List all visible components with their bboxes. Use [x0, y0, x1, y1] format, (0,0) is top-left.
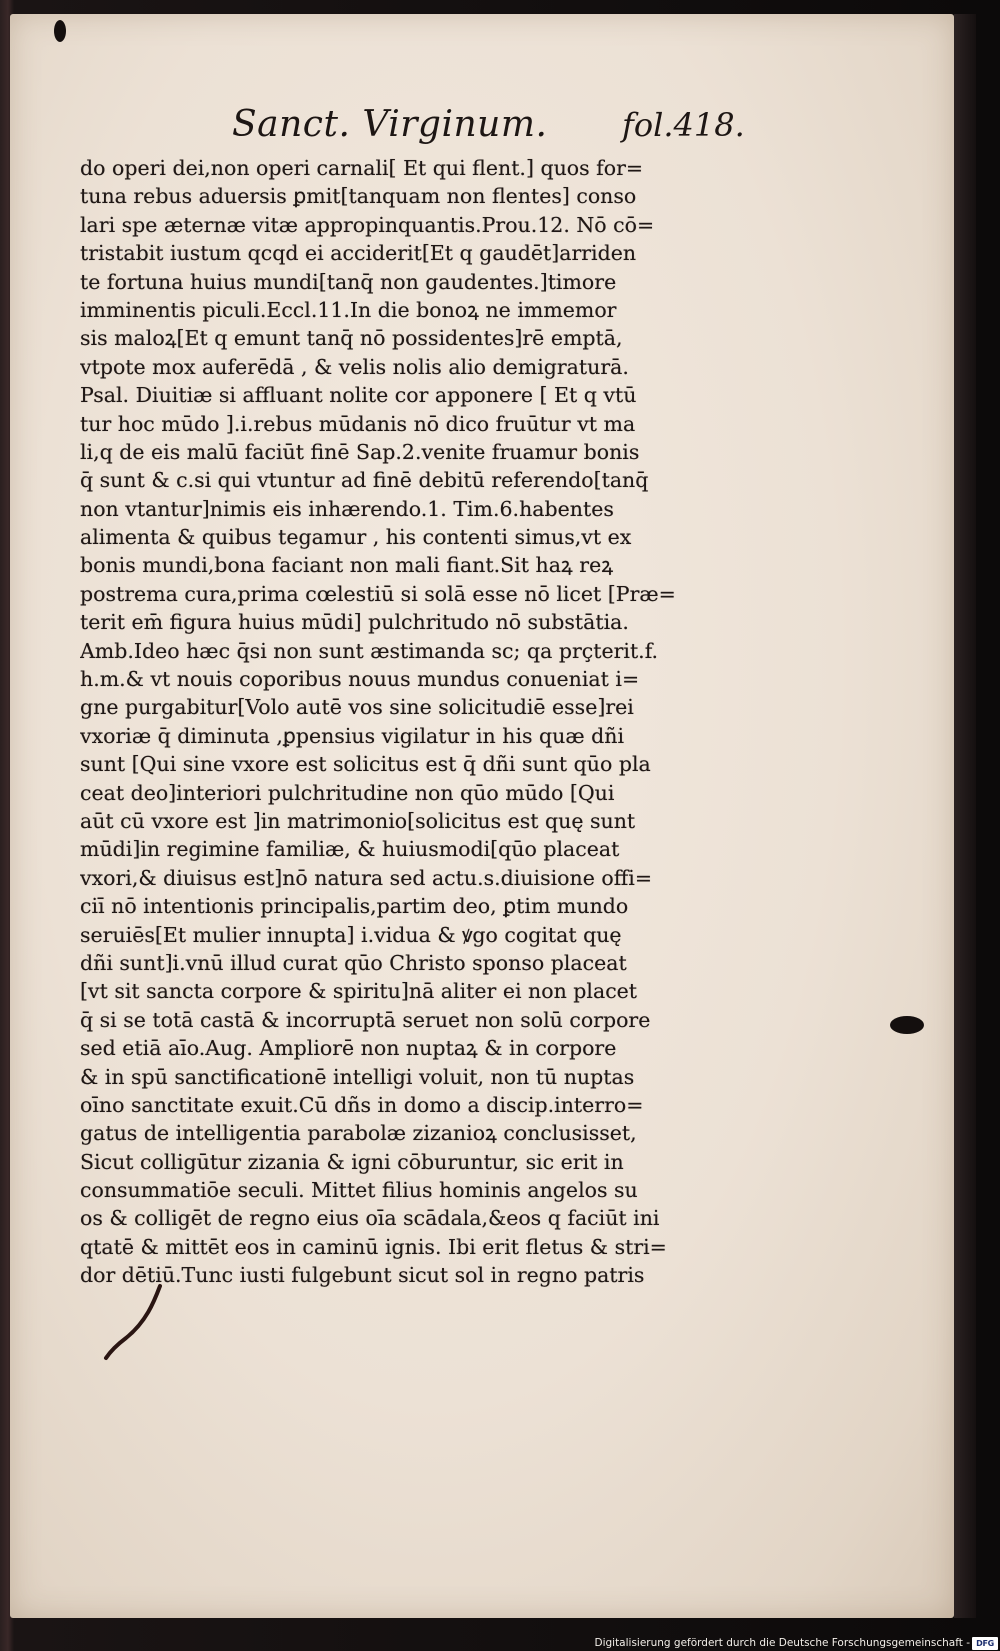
text-line: li,q de eis malū faciūt finē Sap.2.venite fruamur bonis [80, 439, 640, 464]
text-line: ceat deo]interiori pulchritudine non qūo mūdo [Qui [80, 780, 615, 805]
text-line: q̄ si se totā castā & incorruptā seruet non solū corpore [80, 1007, 651, 1032]
text-line: terit em̄ figura huius mūdi] pulchritudo nō substātia. [80, 610, 629, 635]
text-line: vtpote mox auferēdā , & velis nolis alio demigraturā. [80, 354, 629, 379]
text-line: tuna rebus aduersis ꝑmit[tanquam non flentes] conso [80, 184, 637, 209]
pen-stroke-mark [102, 1282, 172, 1362]
page-edge [954, 14, 976, 1618]
text-line: gatus de intelligentia parabolæ zizanioꝝ conclusisset, [80, 1121, 637, 1146]
text-line: h.m.& vt nouis coporibus nouus mundus conueniat i= [80, 667, 640, 692]
text-line: vxori,& diuisus est]nō natura sed actu.s.diuisione offi= [80, 865, 653, 890]
book-page [10, 14, 954, 1618]
text-line: lari spe æternæ vitæ appropinquantis.Prou.12. Nō cō= [80, 212, 655, 237]
text-line: imminentis piculi.Eccl.11.In die bonoꝝ ne immemor [80, 297, 617, 322]
text-line: Sicut colligūtur zizania & igni cōburuntur, sic erit in [80, 1149, 624, 1174]
text-line: mūdi]in regimine familiæ, & huiusmodi[qūo placeat [80, 837, 620, 862]
text-line: oīno sanctitate exuit.Cū dñs in domo a discip.interro= [80, 1092, 644, 1117]
ink-spot-right-margin [890, 1016, 924, 1034]
text-line: [vt sit sancta corpore & spiritu]nā aliter ei non placet [80, 979, 638, 1004]
text-line: seruiēs[Et mulier innupta] i.vidua & ꝟgo cogitat quę [80, 922, 622, 947]
text-line: os & colligēt de regno eius oīa scādala,&eos q faciūt ini [80, 1206, 660, 1231]
text-line: Psal. Diuitiæ si affluant nolite cor apponere [ Et q vtū [80, 383, 637, 408]
text-line: dñi sunt]i.vnū illud curat qūo Christo sponso placeat [80, 950, 627, 975]
text-line: tur hoc mūdo ].i.rebus mūdanis nō dico fruūtur vt ma [80, 411, 636, 436]
text-line: non vtantur]nimis eis inhærendo.1. Tim.6.habentes [80, 496, 614, 521]
text-line: vxoriæ q̄ diminuta ,ꝑpensius vigilatur in his quæ dñi [80, 723, 625, 748]
text-line: & in spū sanctificationē intelligi voluit, non tū nuptas [80, 1064, 635, 1089]
text-line: qtatē & mittēt eos in caminū ignis. Ibi erit fletus & stri= [80, 1234, 667, 1259]
digitization-credit: Digitalisierung gefördert durch die Deutsche Forschungsgemeinschaft - [594, 1637, 970, 1649]
text-line: alimenta & quibus tegamur , his contenti simus,vt ex [80, 525, 632, 550]
text-line: ciī nō intentionis principalis,partim deo, ꝑtim mundo [80, 894, 629, 919]
text-line: te fortuna huius mundi[tanq̄ non gaudentes.]timore [80, 269, 617, 294]
running-head: Sanct. Virginum. [232, 104, 548, 145]
text-line: sunt [Qui sine vxore est solicitus est q̄ dñi sunt qūo pla [80, 752, 651, 777]
text-line: Amb.Ideo hæc q̄si non sunt æstimanda sc; qa prçterit.f. [80, 638, 659, 663]
text-line: aūt cū vxore est ]in matrimonio[solicitus est quę sunt [80, 808, 636, 833]
text-line: bonis mundi,bona faciant non mali fiant.Sit haꝝ reꝝ [80, 553, 614, 578]
text-line: q̄ sunt & c.si qui vtuntur ad finē debitū referendo[tanq̄ [80, 468, 649, 493]
folio-number: fol.418. [622, 106, 745, 144]
text-line: dor dētiū.Tunc iusti fulgebunt sicut sol in regno patris [80, 1263, 645, 1288]
text-line: postrema cura,prima cœlestiū si solā esse nō licet [Præ= [80, 581, 676, 606]
text-line: consummatiōe seculi. Mittet filius hominis angelos su [80, 1178, 638, 1203]
text-line: do operi dei,non operi carnali[ Et qui flent.] quos for= [80, 156, 644, 180]
dfg-logo: DFG [972, 1637, 998, 1650]
ink-spot-top-left [54, 20, 66, 42]
text-line: gne purgabitur[Volo autē vos sine solicitudiē esse]rei [80, 695, 634, 720]
page-header [10, 104, 954, 154]
text-block [80, 154, 740, 1290]
text-line: tristabit iustum qcqd ei acciderit[Et q gaudēt]arriden [80, 241, 637, 266]
text-line: sis maloꝝ[Et q emunt tanq̄ nō possidentes]rē emptā, [80, 326, 623, 351]
text-line: sed etiā aīo.Aug. Ampliorē non nuptaꝝ & in corpore [80, 1036, 617, 1061]
